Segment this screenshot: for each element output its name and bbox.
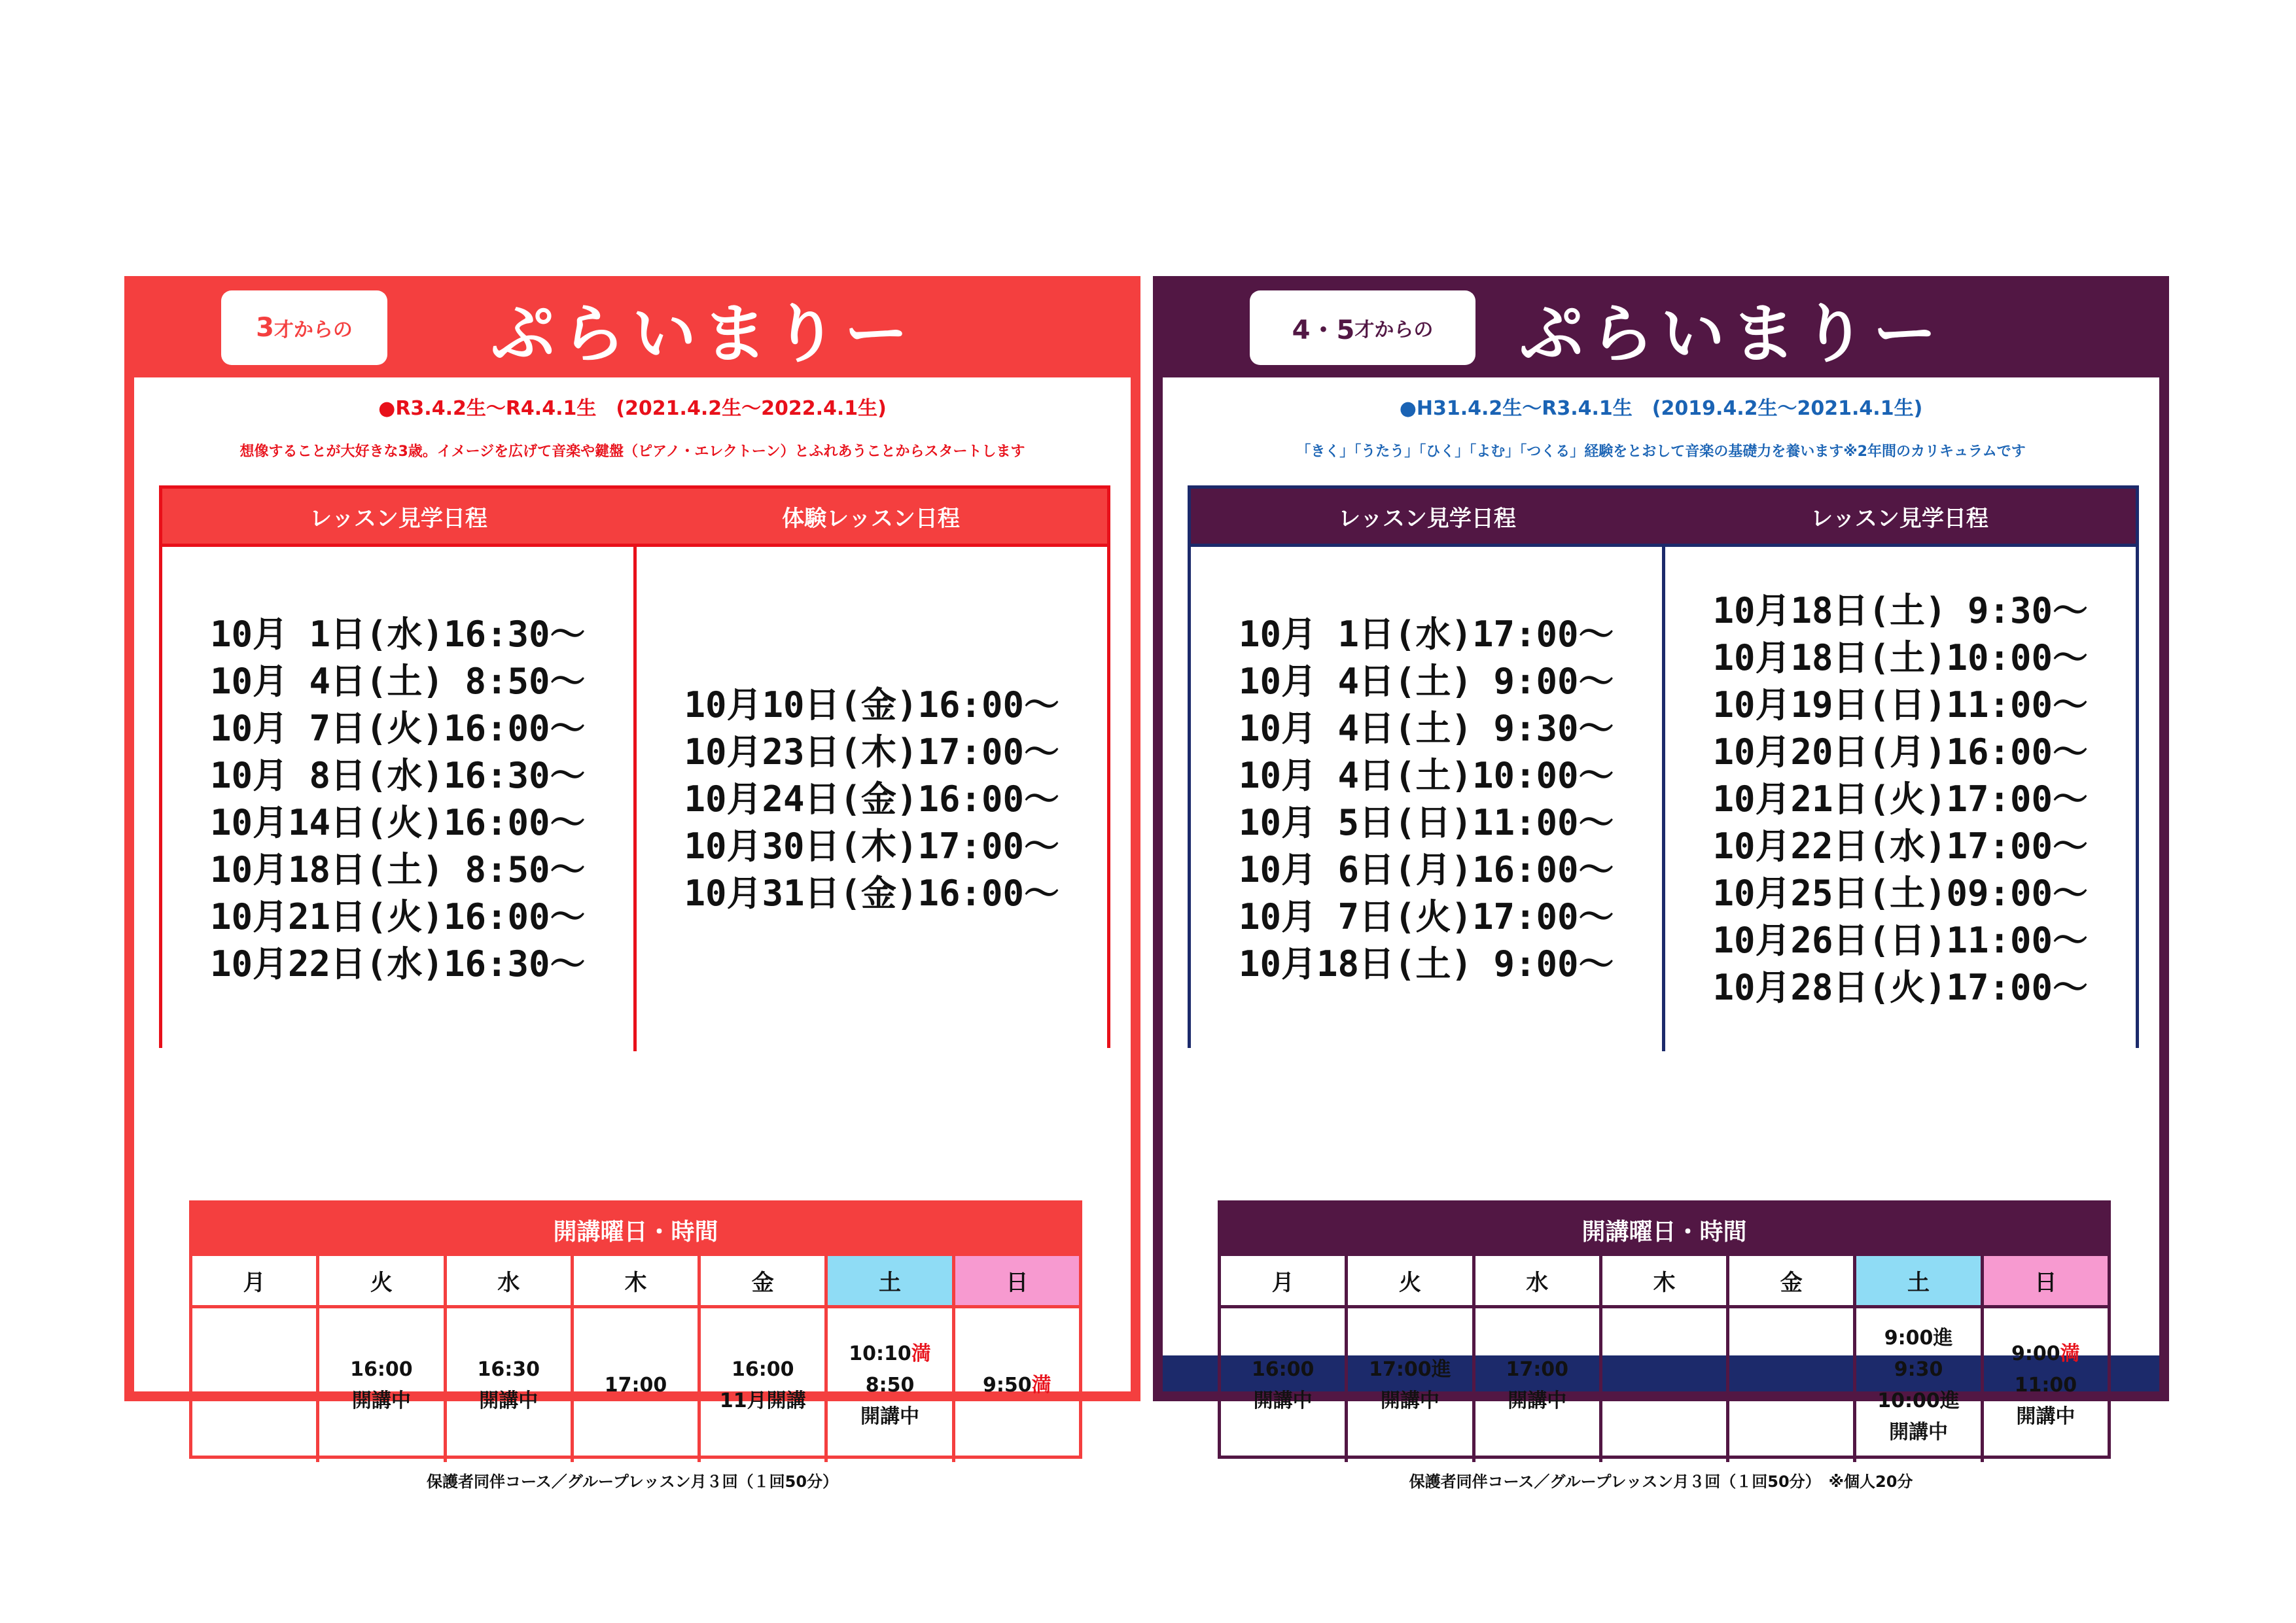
- age-number: 3: [256, 313, 274, 343]
- slot-status: 開講中: [860, 1405, 920, 1428]
- date-item: 10月22日(水)17:00〜: [1712, 825, 2089, 867]
- slot-time-row: [2011, 1338, 2080, 1370]
- day-thu: [571, 1256, 698, 1462]
- day-slot: [1729, 1308, 1853, 1462]
- day-label: 木: [574, 1256, 698, 1308]
- day-label: 土: [828, 1256, 951, 1308]
- day-slot: [955, 1308, 1079, 1462]
- slot-status: 開講中: [1889, 1420, 1949, 1444]
- observation-header-2: レッスン見学日程: [1810, 505, 1988, 532]
- day-mon: [1221, 1256, 1345, 1462]
- day-sat: [824, 1256, 951, 1462]
- weekly-grid: [1221, 1256, 2108, 1462]
- day-sun: [952, 1256, 1079, 1462]
- course-title: ぷらいまりー: [491, 296, 915, 372]
- weekly-title: 開講曜日・時間: [1221, 1204, 2108, 1256]
- day-label: 木: [1602, 1256, 1726, 1308]
- age-label: 才からの: [274, 319, 353, 341]
- course-description: 想像することが大好きな3歳。イメージを広げて音楽や鍵盤（ピアノ・エレクトーン）とふれあうことからスタートします: [239, 444, 1025, 460]
- day-label: 日: [955, 1256, 1079, 1308]
- slot-status: 開講中: [351, 1389, 411, 1412]
- date-item: 10月 4日(土)10:00〜: [1238, 754, 1614, 796]
- day-tue: [1345, 1256, 1472, 1462]
- day-fri: [698, 1256, 824, 1462]
- date-item: 10月21日(火)17:00〜: [1712, 778, 2089, 820]
- slot-time: 9:50: [983, 1373, 1032, 1397]
- slot-time: 16:30: [477, 1357, 540, 1381]
- date-item: 10月19日(日)11:00〜: [1712, 684, 2089, 725]
- full-badge: 満: [2060, 1342, 2080, 1365]
- day-sat: [1853, 1256, 1980, 1462]
- slot-time: 9:00進: [1884, 1326, 1953, 1350]
- full-badge: 満: [1031, 1373, 1051, 1397]
- trial-dates: [633, 547, 1108, 1051]
- slot-time: 9:00: [2011, 1342, 2060, 1365]
- schedule-body: [162, 544, 1107, 1051]
- date-item: 10月21日(火)16:00〜: [209, 896, 586, 937]
- course-footnote: 保護者同伴コース／グループレッスン月３回（１回50分）: [426, 1473, 839, 1491]
- course-description: 「きく」「うたう」「ひく」「よむ」「つくる」経験をとおして音楽の基礎力を養います※2年間のカリキュラムです: [1296, 444, 2026, 460]
- day-slot: [319, 1308, 443, 1462]
- date-item: 10月18日(土) 8:50〜: [209, 848, 586, 890]
- day-slot: [828, 1308, 951, 1462]
- slot-time: 10:00進: [1877, 1389, 1960, 1412]
- trial-header: 体験レッスン日程: [782, 505, 960, 532]
- slot-status: 開講中: [2016, 1405, 2075, 1428]
- course-title: ぷらいまりー: [1519, 296, 1944, 372]
- date-item: 10月 8日(水)16:30〜: [209, 754, 586, 796]
- date-item: 10月10日(金)16:00〜: [684, 684, 1060, 725]
- birth-range: ●R3.4.2生〜R4.4.1生 (2021.4.2生〜2022.4.1生): [378, 397, 887, 420]
- day-wed: [1472, 1256, 1599, 1462]
- slot-time-row: [983, 1370, 1051, 1401]
- slot-time: 17:00: [1506, 1357, 1568, 1381]
- slot-status: 11月開講: [719, 1389, 806, 1412]
- schedule-table: [1188, 485, 2139, 1048]
- day-label: 土: [1856, 1256, 1980, 1308]
- day-thu: [1599, 1256, 1726, 1462]
- date-item: 10月 7日(火)17:00〜: [1238, 896, 1614, 937]
- date-item: 10月 4日(土) 9:30〜: [1238, 707, 1614, 749]
- full-badge: 満: [911, 1342, 931, 1365]
- schedule-body: [1191, 544, 2136, 1051]
- day-slot: [1856, 1308, 1980, 1462]
- slot-time: 16:00: [1251, 1357, 1315, 1381]
- day-label: 月: [1221, 1256, 1345, 1308]
- date-item: 10月18日(土)10:00〜: [1712, 637, 2089, 678]
- day-slot: [1984, 1308, 2108, 1462]
- day-wed: [444, 1256, 571, 1462]
- day-label: 月: [192, 1256, 316, 1308]
- date-item: 10月 6日(月)16:00〜: [1238, 848, 1614, 890]
- day-slot: [1602, 1308, 1726, 1462]
- day-sun: [1981, 1256, 2108, 1462]
- day-label: 金: [1729, 1256, 1853, 1308]
- date-item: 10月18日(土) 9:00〜: [1238, 943, 1614, 985]
- date-item: 10月 1日(水)17:00〜: [1238, 613, 1614, 655]
- date-item: 10月 5日(日)11:00〜: [1238, 801, 1614, 843]
- observation-dates: [1191, 547, 1662, 1051]
- date-item: 10月24日(金)16:00〜: [684, 778, 1060, 820]
- day-slot: [701, 1308, 824, 1462]
- slot-time: 17:00: [604, 1373, 667, 1397]
- day-slot: [574, 1308, 698, 1462]
- day-label: 火: [319, 1256, 443, 1308]
- slot-time: 17:00進: [1369, 1357, 1451, 1381]
- weekly-grid: [192, 1256, 1079, 1462]
- day-slot: [192, 1308, 316, 1462]
- slot-time: 11:00: [2014, 1373, 2077, 1397]
- slot-time-row: [849, 1338, 931, 1370]
- day-slot: [1221, 1308, 1345, 1462]
- weekly-timetable: [1218, 1200, 2111, 1459]
- day-fri: [1726, 1256, 1853, 1462]
- date-item: 10月14日(火)16:00〜: [209, 801, 586, 843]
- birth-range: ●H31.4.2生〜R3.4.1生 (2019.4.2生〜2021.4.1生): [1399, 397, 1923, 420]
- date-item: 10月20日(月)16:00〜: [1712, 731, 2089, 773]
- day-label: 日: [1984, 1256, 2108, 1308]
- day-slot: [447, 1308, 571, 1462]
- slot-time: 16:00: [732, 1357, 794, 1381]
- date-item: 10月28日(火)17:00〜: [1712, 966, 2089, 1008]
- schedule-table: [159, 485, 1110, 1048]
- slot-status: 開講中: [1508, 1389, 1567, 1412]
- schedule-header: [1191, 489, 2136, 544]
- age-label: 才からの: [1354, 319, 1434, 341]
- slot-status: 開講中: [1253, 1389, 1313, 1412]
- age-number: 4・5: [1292, 315, 1355, 345]
- date-item: 10月 4日(土) 9:00〜: [1238, 660, 1614, 702]
- left-course-panel: [124, 276, 1140, 1491]
- weekly-timetable: [189, 1200, 1082, 1459]
- observation-header: レッスン見学日程: [309, 505, 487, 532]
- day-label: 火: [1348, 1256, 1472, 1308]
- date-item: 10月 7日(火)16:00〜: [209, 707, 586, 749]
- date-item: 10月22日(水)16:30〜: [209, 943, 586, 985]
- observation-header: レッスン見学日程: [1338, 505, 1516, 532]
- slot-status: 開講中: [1380, 1389, 1439, 1412]
- day-slot: [1348, 1308, 1472, 1462]
- panel-body: [134, 377, 1131, 1491]
- panel-body: [1163, 377, 2159, 1491]
- day-label: 水: [447, 1256, 571, 1308]
- day-slot: [1475, 1308, 1599, 1462]
- age-badge: [221, 290, 387, 365]
- date-item: 10月23日(木)17:00〜: [684, 731, 1060, 773]
- right-course-panel: [1153, 276, 2169, 1491]
- date-item: 10月30日(木)17:00〜: [684, 825, 1060, 867]
- date-item: 10月31日(金)16:00〜: [684, 872, 1060, 914]
- day-label: 水: [1475, 1256, 1599, 1308]
- day-mon: [192, 1256, 316, 1462]
- date-item: 10月25日(土)09:00〜: [1712, 872, 2089, 914]
- observation-dates: [162, 547, 633, 1051]
- course-footnote: 保護者同伴コース／グループレッスン月３回（１回50分） ※個人20分: [1409, 1473, 1913, 1491]
- date-item: 10月 4日(土) 8:50〜: [209, 660, 586, 702]
- observation-dates-2: [1662, 547, 2136, 1051]
- date-item: 10月26日(日)11:00〜: [1712, 919, 2089, 961]
- slot-status: 開講中: [479, 1389, 539, 1412]
- age-badge: [1250, 290, 1475, 365]
- schedule-header: [162, 489, 1107, 544]
- day-tue: [316, 1256, 443, 1462]
- slot-time: 10:10: [849, 1342, 911, 1365]
- date-item: 10月18日(土) 9:30〜: [1712, 589, 2089, 631]
- day-label: 金: [701, 1256, 824, 1308]
- date-item: 10月 1日(水)16:30〜: [209, 613, 586, 655]
- slot-time: 9:30: [1894, 1357, 1943, 1381]
- slot-time: 16:00: [350, 1357, 413, 1381]
- weekly-title: 開講曜日・時間: [192, 1204, 1079, 1256]
- slot-time: 8:50: [865, 1373, 915, 1397]
